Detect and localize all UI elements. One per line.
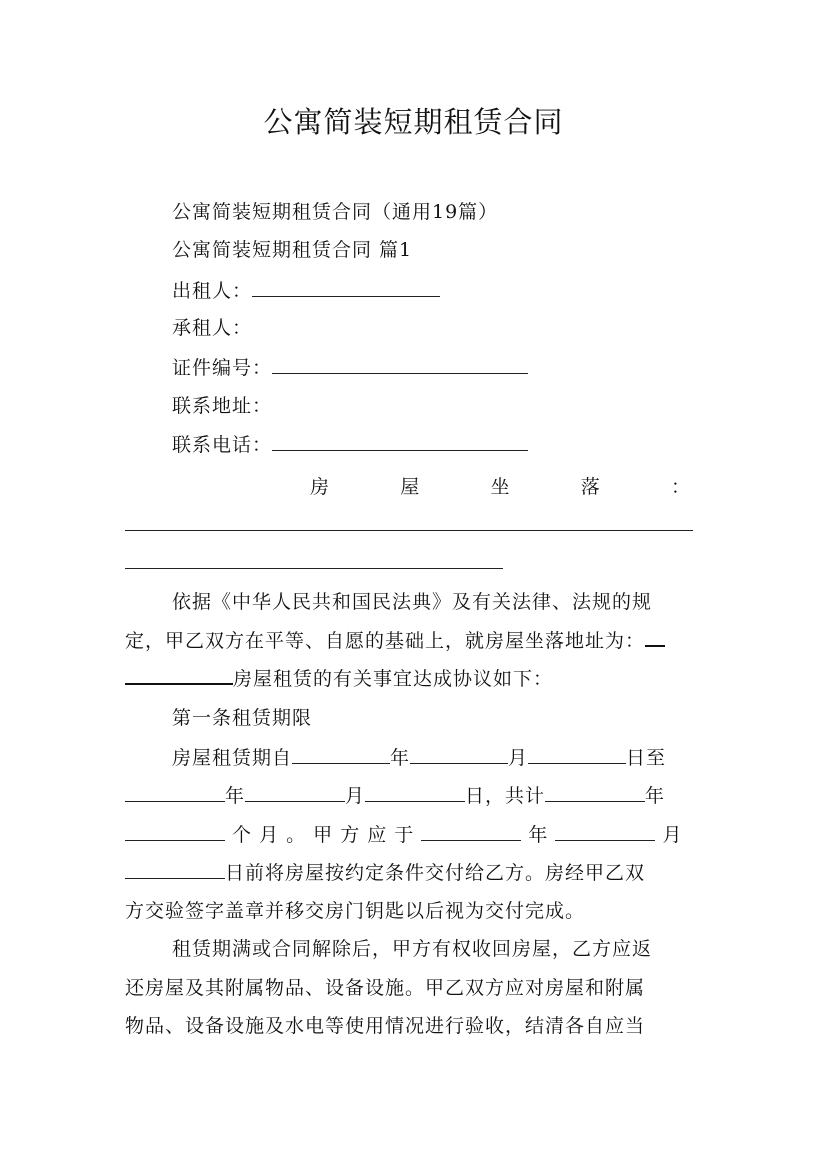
para2-line2: 还房屋及其附属物品、设备设施。甲乙双方应对房屋和附属 — [125, 977, 646, 999]
id-number-blank — [272, 355, 528, 374]
lessor-blank — [252, 278, 440, 297]
start-year-blank — [292, 745, 390, 764]
para1-line3: 房屋租赁的有关事宜达成协议如下： — [125, 667, 705, 691]
article1-line1: 房屋租赁期自 年 月 日至 — [172, 747, 667, 769]
article1-heading: 第一条租赁期限 — [172, 707, 313, 729]
lessee-label: 承租人： — [172, 317, 253, 339]
section-heading: 公寓简装短期租赁合同 篇1 — [172, 239, 413, 261]
phone-blank — [272, 432, 528, 451]
delivery-month-blank — [555, 822, 655, 841]
lessor-label: 出租人： — [172, 280, 253, 302]
start-month-blank — [410, 745, 508, 764]
lessee-field — [172, 316, 752, 340]
delivery-day-blank — [125, 860, 225, 879]
address-blank-end — [125, 667, 233, 685]
article1-line2: 年 月 日，共计 年 — [125, 783, 705, 808]
address-blank-start — [645, 629, 665, 647]
para1-line1: 依据《中华人民共和国民法典》及有关法律、法规的规 — [172, 591, 653, 613]
address-label: 联系地址： — [172, 395, 273, 417]
location-blank-line-1 — [125, 530, 693, 531]
delivery-year-blank — [421, 822, 521, 841]
article1-line5: 方交验签字盖章并移交房门钥匙以后视为交付完成。 — [125, 900, 586, 922]
document-title: 公寓简装短期租赁合同 — [263, 105, 564, 139]
total-months-blank — [125, 822, 225, 841]
para2-line3: 物品、设备设施及水电等使用情况进行验收，结清各自应当 — [125, 1015, 646, 1037]
id-number-field — [172, 355, 752, 380]
para2-line1: 租赁期满或合同解除后，甲方有权收回房屋，乙方应返 — [172, 938, 653, 960]
total-blank — [545, 783, 645, 802]
para1-line2: 定，甲乙双方在平等、自愿的基础上，就房屋坐落地址为： — [125, 629, 705, 653]
end-day-blank — [365, 783, 465, 802]
article1-line4: 日前将房屋按约定条件交付给乙方。房经甲乙双 — [125, 860, 705, 885]
lessor-field — [172, 278, 752, 303]
location-label: 房 屋 坐 落 ： — [310, 476, 690, 498]
phone-field — [172, 432, 752, 457]
phone-label: 联系电话： — [172, 434, 273, 456]
document-subtitle: 公寓简装短期租赁合同（通用19篇） — [172, 201, 499, 223]
article1-line3: 个 月 。 甲 方 应 于 年 月 — [125, 822, 705, 847]
end-month-blank — [245, 783, 345, 802]
location-blank-line-2 — [125, 568, 503, 569]
id-number-label: 证件编号： — [172, 357, 273, 379]
end-year-blank — [125, 783, 225, 802]
address-field — [172, 394, 752, 418]
start-day-blank — [528, 745, 626, 764]
